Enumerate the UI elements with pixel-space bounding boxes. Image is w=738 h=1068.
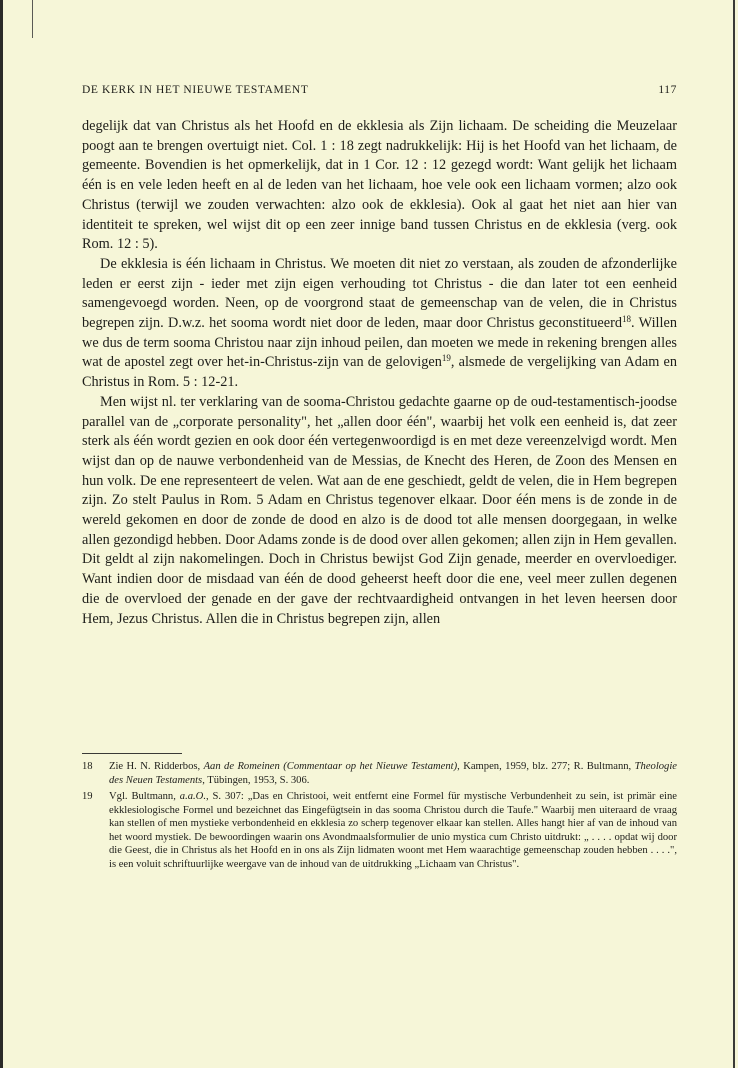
- paragraph-2: [82, 255, 677, 393]
- running-header: [82, 84, 677, 96]
- paragraph-2-part-2: . Willen we dus de term sooma Christou naar zijn inhoud peilen, dan moeten we mede in rekening brengen alles wat de apostel zegt over het-in-Christus-zijn van de gelovigen: [82, 315, 677, 371]
- footnote-text: [109, 790, 677, 871]
- footnote-19: [82, 790, 677, 871]
- running-title: DE KERK IN HET NIEUWE TESTAMENT: [82, 84, 309, 96]
- footnote-ref-19: 19: [441, 353, 451, 364]
- scan-mark: [32, 0, 33, 38]
- page-number: 117: [658, 84, 677, 96]
- footnote-ref-18: 18: [622, 314, 632, 325]
- footnote-18-title-2: Theologie des Neuen Testaments: [109, 761, 677, 786]
- body-text: [82, 117, 677, 629]
- paragraph-3: Men wijst nl. ter verklaring van de sooma-Christou gedachte gaarne op de oud-testamentisch-joodse parallel van de „corporate personality", het „allen door één", waarbij het volk een eenheid is, dat zeer sterk als één wordt gezien en ook door één vertegenwoordigd is en met deze vereenzelvigd wordt. Men wijst dan op de nauwe verbondenheid van de Messias, de Knecht des Heren, de Zoon des Mensen en hun volk. De ene representeert de velen. Wat aan de ene geschiedt, geldt de velen, die in Hem begrepen zijn. Zo stelt Paulus in Rom. 5 Adam en Christus tegenover elkaar. Door één mens is de zonde in de wereld gekomen en door de zonde de dood en alzo is de dood tot alle mensen doorgegaan, in welke allen gezondigd hebben. Door Adams zonde is de dood over allen gekomen; allen zijn in Hem gevallen. Dit geldt al zijn nakomelingen. Doch in Christus bewijst God Zijn genade, meerder en overvloediger. Want indien door de misdaad van één de dood geheerst heeft door die ene, veel meer zullen degenen die de overvloed der genade en der gave der rechtvaardigheid ontvangen in het leven heersen door Hem, Jezus Christus. Allen die in Christus begrepen zijn, allen: [82, 393, 677, 627]
- footnote-19-abbrev: a.a.O.: [179, 791, 206, 802]
- footnote-text: [109, 760, 677, 787]
- footnote-number: 19: [82, 791, 93, 802]
- footnote-19-seg-b: , S. 307: „Das en Christooi, weit entfernt eine Formel für mystische Verbundenheit zu sein, ist primär eine ekklesiologische Formel und bezeichnet das Eingefügtsein in das sooma Christou durch die Taufe." Waarbij men uiteraard de vraag kan stellen of men mystieke verbondenheid en ekklesia zo scherp tegenover elkaar kan stellen. Alles hangt hier af van de inhoud van het woord mystiek. De bewoordingen waarin ons Avondmaalsformulier de unio mystica cum Christo uitdrukt: „ . . . . opdat wij door die Geest, die in Christus als het Hoofd en in ons als Zijn lidmaten woont met Hem waarachtige gemeenschap zouden hebben . . . .", is een voluit schriftuurlijke weergave van de inhoud van de uitdrukking „Lichaam van Christus".: [109, 791, 677, 870]
- footnote-18-seg-c: , Tübingen, 1953, S. 306.: [202, 774, 310, 786]
- footnote-18-seg-a: Zie H. N. Ridderbos,: [109, 761, 204, 772]
- footnote-18: [82, 760, 677, 787]
- footnote-18-seg-b: , Kampen, 1959, blz. 277; R. Bultmann,: [457, 761, 635, 772]
- scan-edge-left: [0, 0, 3, 1068]
- footnote-19-seg-a: Vgl. Bultmann,: [109, 791, 180, 802]
- footnotes: [82, 760, 677, 874]
- footnote-number: 18: [82, 761, 93, 772]
- paragraph-2-part-1: De ekklesia is één lichaam in Christus. We moeten dit niet zo verstaan, als zouden de afzonderlijke leden er eerst zijn - ieder met zijn eigen verhouding tot Christus - die dan later tot een eenheid samengevoegd worden. Neen, op de voorgrond staat de gemeenschap van de velen, die in Christus begrepen zijn. D.w.z. het sooma wordt niet door de leden, maar door Christus geconstitueerd: [82, 255, 677, 332]
- footnote-divider: [82, 753, 182, 754]
- scan-edge-right: [733, 0, 735, 1068]
- paragraph-1: degelijk dat van Christus als het Hoofd en de ekklesia als Zijn lichaam. De scheiding die Meuzelaar poogt aan te brengen overtuigt niet. Col. 1 : 18 zegt nadrukkelijk: Hij is het Hoofd van het lichaam, de gemeente. Bovendien is het opmerkelijk, dat in 1 Cor. 12 : 12 gezegd wordt: Want gelijk het lichaam één is en vele leden heeft en al de leden van het lichaam, hoe vele ook een lichaam vormen; alzo ook Christus (terwijl we zouden verwachten: alzo ook de ekklesia). Ook al gaat het niet aan hier van identiteit te spreken, wel wijst dit op een zeer innige band tussen Christus en de ekklesia (verg. ook Rom. 12 : 5).: [82, 118, 677, 253]
- paragraph-2-part-3: , alsmede de vergelijking van Adam en Christus in Rom. 5 : 12-21.: [82, 354, 677, 391]
- footnote-18-title-1: Aan de Romeinen (Commentaar op het Nieuwe Testament): [203, 761, 458, 772]
